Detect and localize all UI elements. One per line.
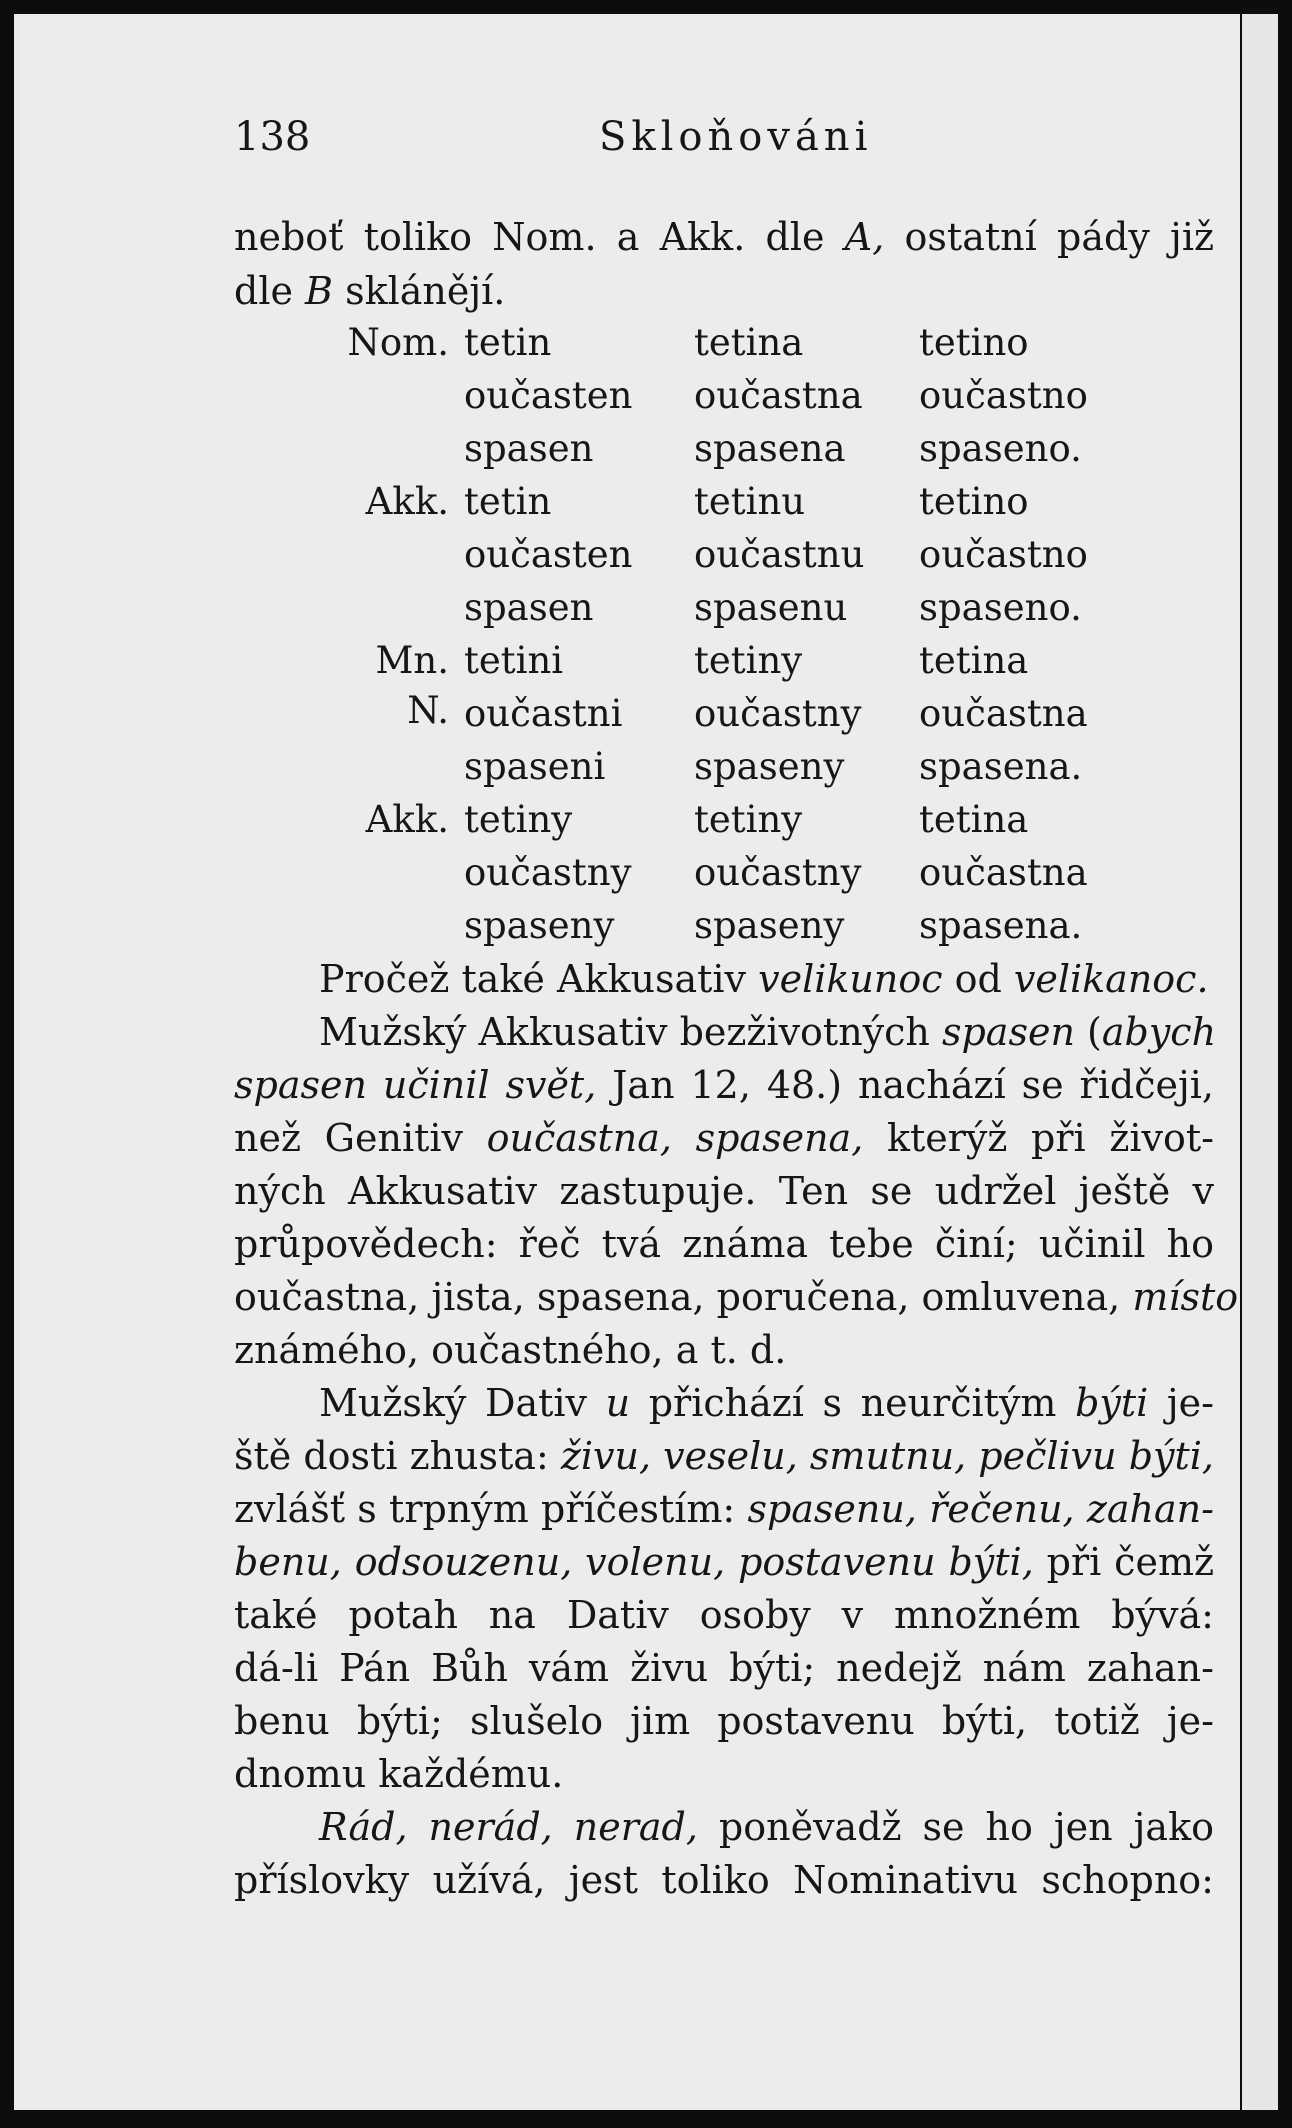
table-cell: spaseno.	[919, 586, 1082, 629]
intro-line-1: neboť toliko Nom. a Akk. dle A, ostatní pády již	[234, 215, 1214, 259]
case-label: Nom.	[347, 321, 449, 364]
paragraph-line: Mužský Dativ u přichází s neurčitým býti je-	[319, 1381, 1214, 1425]
table-cell: spasena	[694, 427, 846, 470]
paragraph-line: spasen učinil svět, Jan 12, 48.) nachází se řidčeji,	[234, 1063, 1214, 1107]
paragraph-line: Pročež také Akkusativ velikunoc od velikanoc.	[319, 957, 1209, 1001]
table-cell: spasen	[464, 427, 594, 470]
case-label: Akk.	[365, 480, 449, 523]
table-cell: oučastny	[694, 851, 862, 894]
table-cell: oučastny	[694, 692, 862, 735]
paragraph-line: také potah na Dativ osoby v množném bývá:	[234, 1593, 1214, 1637]
table-cell: oučastna	[919, 692, 1088, 735]
paragraph-line: průpovědech: řeč tvá známa tebe činí; učinil ho	[234, 1222, 1214, 1266]
table-cell: tetiny	[694, 639, 803, 682]
paragraph-line: ště dosti zhusta: živu, veselu, smutnu, pečlivu býti,	[234, 1434, 1215, 1478]
running-title: Skloňováni	[599, 114, 873, 160]
table-cell: oučastnu	[694, 533, 865, 576]
page-number: 138	[234, 114, 311, 160]
paragraph-line: Mužský Akkusativ bezživotných spasen (abych	[319, 1010, 1217, 1054]
table-cell: spaseni	[464, 745, 606, 788]
table-cell: spaseno.	[919, 427, 1082, 470]
case-label: Akk.	[365, 798, 449, 841]
table-cell: oučastny	[464, 851, 632, 894]
table-cell: tetini	[464, 639, 564, 682]
facing-page-edge	[1242, 14, 1278, 2110]
table-cell: tetino	[919, 480, 1029, 523]
table-cell: tetiny	[694, 798, 803, 841]
paragraph-line: ných Akkusativ zastupuje. Ten se udržel ještě v	[234, 1169, 1214, 1213]
case-label: Mn. N.	[375, 639, 449, 732]
paragraph-line: než Genitiv oučastna, spasena, kterýž při život-	[234, 1116, 1214, 1160]
paragraph-line: zvlášť s trpným příčestím: spasenu, řečenu, zahan-	[234, 1487, 1214, 1531]
table-cell: tetin	[464, 321, 552, 364]
page-header	[234, 114, 1134, 174]
table-cell: spasenu	[694, 586, 848, 629]
table-cell: tetin	[464, 480, 552, 523]
table-cell: oučasten	[464, 533, 633, 576]
paragraph-line: dnomu každému.	[234, 1752, 564, 1796]
table-cell: spaseny	[694, 745, 845, 788]
paragraph-line: oučastna, jista, spasena, poručena, omluvena, místo	[234, 1275, 1239, 1319]
paragraph-line: Rád, nerád, nerad, poněvadž se ho jen jako	[319, 1805, 1214, 1849]
table-cell: spasena.	[919, 745, 1083, 788]
table-cell: tetina	[919, 798, 1029, 841]
paragraph-line: dá-li Pán Bůh vám živu býti; nedejž nám zahan-	[234, 1646, 1214, 1690]
table-cell: oučasten	[464, 374, 633, 417]
table-cell: spasena.	[919, 904, 1083, 947]
table-cell: spasen	[464, 586, 594, 629]
table-cell: oučastni	[464, 692, 623, 735]
intro-line-2: dle B sklánějí.	[234, 269, 506, 313]
table-cell: tetina	[919, 639, 1029, 682]
table-cell: oučastno	[919, 374, 1088, 417]
table-cell: spaseny	[694, 904, 845, 947]
book-page	[14, 14, 1240, 2110]
paragraph-line: příslovky užívá, jest toliko Nominativu schopno:	[234, 1858, 1214, 1902]
table-cell: tetinu	[694, 480, 806, 523]
paragraph-line: známého, oučastného, a t. d.	[234, 1328, 787, 1372]
table-cell: oučastna	[919, 851, 1088, 894]
table-cell: tetino	[919, 321, 1029, 364]
table-cell: spaseny	[464, 904, 615, 947]
table-cell: oučastno	[919, 533, 1088, 576]
table-cell: tetina	[694, 321, 804, 364]
table-cell: tetiny	[464, 798, 573, 841]
table-cell: oučastna	[694, 374, 863, 417]
paragraph-line: benu, odsouzenu, volenu, postavenu býti, při čemž	[234, 1540, 1214, 1584]
paragraph-line: benu býti; slušelo jim postavenu býti, totiž je-	[234, 1699, 1214, 1743]
